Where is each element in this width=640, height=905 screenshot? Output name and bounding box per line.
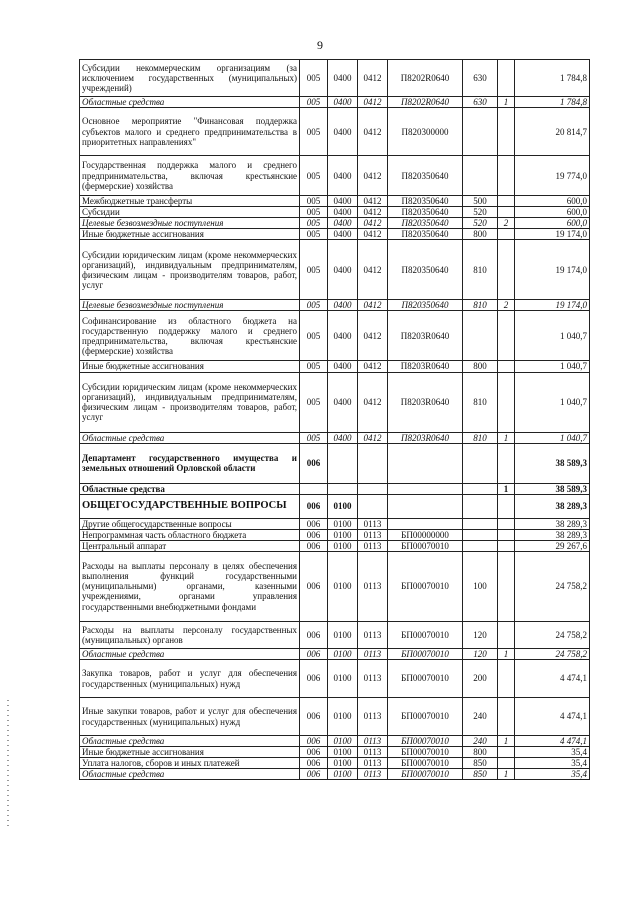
amount-cell: 24 758,2 (515, 551, 590, 621)
row-name-cell: Субсидии юридическим лицам (кроме некоммерческих организаций), индивидуальным предпринимателям, физическим лицам - производителям товаров, работ, услуг (80, 240, 300, 300)
expense-type-cell: 810 (463, 300, 498, 311)
ved-code-cell: 006 (300, 747, 328, 758)
amount-cell: 19 174,0 (515, 240, 590, 300)
target-article-cell: П8202R0640 (388, 97, 463, 108)
subsection-code-cell: 0412 (358, 218, 388, 229)
row-name-cell: ОБЩЕГОСУДАРСТВЕННЫЕ ВОПРОСЫ (80, 494, 300, 518)
ved-code-cell: 006 (300, 540, 328, 551)
amount-cell: 4 474,1 (515, 698, 590, 736)
expense-type-cell (463, 108, 498, 156)
section-code-cell: 0100 (328, 758, 358, 769)
funding-source-cell: 1 (498, 769, 515, 780)
funding-source-cell (498, 196, 515, 207)
expense-type-cell: 500 (463, 196, 498, 207)
subsection-code-cell: 0113 (358, 529, 388, 540)
target-article-cell: П820350640 (388, 207, 463, 218)
section-code-cell: 0100 (328, 736, 358, 747)
target-article-cell: П820350640 (388, 218, 463, 229)
subsection-code-cell: 0113 (358, 540, 388, 551)
ved-code-cell: 005 (300, 229, 328, 240)
amount-cell: 4 474,1 (515, 660, 590, 698)
subsection-code-cell: 0113 (358, 648, 388, 659)
table-row (80, 621, 590, 648)
expense-type-cell: 850 (463, 769, 498, 780)
amount-cell: 1 784,8 (515, 97, 590, 108)
section-code-cell: 0100 (328, 698, 358, 736)
amount-cell: 38 289,3 (515, 518, 590, 529)
ved-code-cell: 006 (300, 443, 328, 483)
row-name-cell: Основное мероприятие "Финансовая поддержка субъектов малого и среднего предпринимательства в приоритетных направлениях" (80, 108, 300, 156)
subsection-code-cell: 0412 (358, 240, 388, 300)
row-name-cell: Целевые безвозмездные поступления (80, 218, 300, 229)
funding-source-cell (498, 747, 515, 758)
expense-type-cell: 800 (463, 747, 498, 758)
target-article-cell: П820350640 (388, 229, 463, 240)
funding-source-cell: 1 (498, 483, 515, 494)
table-row (80, 240, 590, 300)
table-row (80, 300, 590, 311)
table-row (80, 758, 590, 769)
subsection-code-cell: 0412 (358, 300, 388, 311)
subsection-code-cell: 0412 (358, 60, 388, 97)
ved-code-cell: 006 (300, 529, 328, 540)
target-article-cell (388, 494, 463, 518)
subsection-code-cell: 0113 (358, 621, 388, 648)
subsection-code-cell: 0113 (358, 518, 388, 529)
row-name-cell: Субсидии юридическим лицам (кроме некоммерческих организаций), индивидуальным предпринимателям, физическим лицам - производителям товаров, работ, услуг (80, 372, 300, 432)
amount-cell: 1 040,7 (515, 311, 590, 361)
section-code-cell: 0100 (328, 769, 358, 780)
expense-type-cell (463, 518, 498, 529)
target-article-cell: БП00070010 (388, 648, 463, 659)
funding-source-cell (498, 443, 515, 483)
expense-type-cell: 800 (463, 361, 498, 372)
target-article-cell: П8203R0640 (388, 372, 463, 432)
table-row (80, 372, 590, 432)
amount-cell: 600,0 (515, 196, 590, 207)
section-code-cell: 0400 (328, 108, 358, 156)
section-code-cell: 0100 (328, 518, 358, 529)
subsection-code-cell: 0412 (358, 372, 388, 432)
expense-type-cell: 520 (463, 218, 498, 229)
row-name-cell: Межбюджетные трансферты (80, 196, 300, 207)
amount-cell: 35,4 (515, 758, 590, 769)
table-row (80, 769, 590, 780)
amount-cell: 1 040,7 (515, 372, 590, 432)
table-row (80, 218, 590, 229)
subsection-code-cell: 0412 (358, 311, 388, 361)
amount-cell: 19 174,0 (515, 229, 590, 240)
amount-cell: 20 814,7 (515, 108, 590, 156)
funding-source-cell (498, 229, 515, 240)
table-row (80, 736, 590, 747)
row-name-cell: Центральный аппарат (80, 540, 300, 551)
row-name-cell: Областные средства (80, 648, 300, 659)
section-code-cell: 0400 (328, 240, 358, 300)
amount-cell: 35,4 (515, 747, 590, 758)
funding-source-cell (498, 551, 515, 621)
funding-source-cell (498, 361, 515, 372)
target-article-cell: БП00070010 (388, 551, 463, 621)
ved-code-cell: 006 (300, 698, 328, 736)
amount-cell: 19 774,0 (515, 156, 590, 196)
target-article-cell: БП00070010 (388, 769, 463, 780)
subsection-code-cell: 0113 (358, 769, 388, 780)
ved-code-cell (300, 483, 328, 494)
row-name-cell: Закупка товаров, работ и услуг для обеспечения государственных (муниципальных) нужд (80, 660, 300, 698)
expense-type-cell: 240 (463, 736, 498, 747)
ved-code-cell: 005 (300, 156, 328, 196)
row-name-cell: Софинансирование из областного бюджета на государственную поддержку малого и среднего предпринимательства, включая крестьянские (фермерские) хозяйства (80, 311, 300, 361)
row-name-cell: Департамент государственного имущества и земельных отношений Орловской области (80, 443, 300, 483)
section-code-cell: 0100 (328, 529, 358, 540)
row-name-cell: Иные закупки товаров, работ и услуг для обеспечения государственных (муниципальных) нужд (80, 698, 300, 736)
amount-cell: 38 289,3 (515, 494, 590, 518)
table-row (80, 432, 590, 443)
expense-type-cell: 630 (463, 97, 498, 108)
target-article-cell: П8202R0640 (388, 60, 463, 97)
row-name-cell: Областные средства (80, 736, 300, 747)
ved-code-cell: 006 (300, 494, 328, 518)
ved-code-cell: 005 (300, 372, 328, 432)
subsection-code-cell: 0113 (358, 551, 388, 621)
subsection-code-cell: 0113 (358, 747, 388, 758)
subsection-code-cell: 0412 (358, 196, 388, 207)
budget-table (79, 59, 590, 780)
table-row (80, 229, 590, 240)
funding-source-cell (498, 540, 515, 551)
table-row (80, 747, 590, 758)
row-name-cell: Уплата налогов, сборов и иных платежей (80, 758, 300, 769)
expense-type-cell: 200 (463, 660, 498, 698)
ved-code-cell: 005 (300, 108, 328, 156)
table-row (80, 483, 590, 494)
ved-code-cell: 006 (300, 648, 328, 659)
expense-type-cell (463, 156, 498, 196)
table-row (80, 60, 590, 97)
amount-cell: 38 589,3 (515, 443, 590, 483)
target-article-cell: БП00070010 (388, 758, 463, 769)
subsection-code-cell: 0412 (358, 432, 388, 443)
ved-code-cell: 005 (300, 432, 328, 443)
section-code-cell: 0400 (328, 60, 358, 97)
row-name-cell: Областные средства (80, 432, 300, 443)
expense-type-cell: 520 (463, 207, 498, 218)
section-code-cell: 0100 (328, 648, 358, 659)
row-name-cell: Областные средства (80, 483, 300, 494)
funding-source-cell (498, 660, 515, 698)
expense-type-cell: 810 (463, 240, 498, 300)
expense-type-cell: 630 (463, 60, 498, 97)
section-code-cell (328, 483, 358, 494)
ved-code-cell: 005 (300, 97, 328, 108)
ved-code-cell: 006 (300, 621, 328, 648)
amount-cell: 19 174,0 (515, 300, 590, 311)
table-row (80, 540, 590, 551)
amount-cell: 29 267,6 (515, 540, 590, 551)
ved-code-cell: 005 (300, 361, 328, 372)
funding-source-cell (498, 494, 515, 518)
row-name-cell: Субсидии (80, 207, 300, 218)
table-row (80, 156, 590, 196)
target-article-cell: П820350640 (388, 196, 463, 207)
expense-type-cell: 810 (463, 372, 498, 432)
section-code-cell: 0400 (328, 218, 358, 229)
table-row (80, 529, 590, 540)
target-article-cell: БП00070010 (388, 736, 463, 747)
subsection-code-cell (358, 494, 388, 518)
target-article-cell: БП00070010 (388, 621, 463, 648)
funding-source-cell (498, 207, 515, 218)
table-row (80, 207, 590, 218)
amount-cell: 1 040,7 (515, 361, 590, 372)
expense-type-cell (463, 443, 498, 483)
ved-code-cell: 005 (300, 60, 328, 97)
amount-cell: 1 784,8 (515, 60, 590, 97)
target-article-cell (388, 443, 463, 483)
target-article-cell: БП00070010 (388, 660, 463, 698)
table-row (80, 443, 590, 483)
ved-code-cell: 005 (300, 311, 328, 361)
expense-type-cell (463, 540, 498, 551)
subsection-code-cell (358, 443, 388, 483)
section-code-cell: 0400 (328, 300, 358, 311)
subsection-code-cell (358, 483, 388, 494)
section-code-cell: 0400 (328, 372, 358, 432)
amount-cell: 38 289,3 (515, 529, 590, 540)
section-code-cell: 0400 (328, 156, 358, 196)
expense-type-cell (463, 483, 498, 494)
ved-code-cell: 005 (300, 196, 328, 207)
target-article-cell: БП00070010 (388, 747, 463, 758)
funding-source-cell: 1 (498, 648, 515, 659)
ved-code-cell: 005 (300, 218, 328, 229)
funding-source-cell (498, 518, 515, 529)
section-code-cell: 0100 (328, 621, 358, 648)
table-row (80, 97, 590, 108)
expense-type-cell (463, 311, 498, 361)
row-name-cell: Государственная поддержка малого и среднего предпринимательства, включая крестьянские (фермерские) хозяйства (80, 156, 300, 196)
funding-source-cell: 1 (498, 97, 515, 108)
table-row (80, 108, 590, 156)
section-code-cell: 0400 (328, 311, 358, 361)
subsection-code-cell: 0113 (358, 758, 388, 769)
subsection-code-cell: 0113 (358, 698, 388, 736)
amount-cell: 35,4 (515, 769, 590, 780)
expense-type-cell: 810 (463, 432, 498, 443)
section-code-cell: 0100 (328, 747, 358, 758)
row-name-cell: Субсидии некоммерческим организациям (за исключением государственных (муниципальных) учреждений) (80, 60, 300, 97)
table-row (80, 196, 590, 207)
expense-type-cell: 850 (463, 758, 498, 769)
expense-type-cell: 120 (463, 648, 498, 659)
expense-type-cell: 120 (463, 621, 498, 648)
funding-source-cell: 1 (498, 432, 515, 443)
funding-source-cell (498, 240, 515, 300)
target-article-cell: П8203R0640 (388, 361, 463, 372)
row-name-cell: Целевые безвозмездные поступления (80, 300, 300, 311)
funding-source-cell (498, 621, 515, 648)
amount-cell: 24 758,2 (515, 648, 590, 659)
target-article-cell: П820350640 (388, 300, 463, 311)
target-article-cell: П8203R0640 (388, 311, 463, 361)
funding-source-cell (498, 108, 515, 156)
table-row (80, 648, 590, 659)
target-article-cell: П820300000 (388, 108, 463, 156)
margin-scan-marks (7, 700, 9, 830)
table-row (80, 361, 590, 372)
row-name-cell: Другие общегосударственные вопросы (80, 518, 300, 529)
table-row (80, 518, 590, 529)
amount-cell: 600,0 (515, 207, 590, 218)
ved-code-cell: 006 (300, 551, 328, 621)
funding-source-cell (498, 758, 515, 769)
funding-source-cell: 2 (498, 300, 515, 311)
amount-cell: 24 758,2 (515, 621, 590, 648)
ved-code-cell: 005 (300, 240, 328, 300)
section-code-cell (328, 443, 358, 483)
section-code-cell: 0400 (328, 229, 358, 240)
expense-type-cell: 240 (463, 698, 498, 736)
row-name-cell: Расходы на выплаты персоналу в целях обеспечения выполнения функций государственными (муниципальными) органами, казенными учреждениями, органами управления государственными внебюджетными фондами (80, 551, 300, 621)
expense-type-cell: 800 (463, 229, 498, 240)
section-code-cell: 0400 (328, 361, 358, 372)
funding-source-cell (498, 372, 515, 432)
row-name-cell: Иные бюджетные ассигнования (80, 747, 300, 758)
amount-cell: 600,0 (515, 218, 590, 229)
table-row (80, 698, 590, 736)
amount-cell: 1 040,7 (515, 432, 590, 443)
funding-source-cell (498, 156, 515, 196)
section-code-cell: 0100 (328, 660, 358, 698)
expense-type-cell (463, 529, 498, 540)
table-row (80, 494, 590, 518)
amount-cell: 4 474,1 (515, 736, 590, 747)
subsection-code-cell: 0412 (358, 229, 388, 240)
funding-source-cell (498, 698, 515, 736)
amount-cell: 38 589,3 (515, 483, 590, 494)
subsection-code-cell: 0412 (358, 108, 388, 156)
row-name-cell: Иные бюджетные ассигнования (80, 361, 300, 372)
expense-type-cell: 100 (463, 551, 498, 621)
target-article-cell: БП00070010 (388, 698, 463, 736)
target-article-cell: БП00000000 (388, 529, 463, 540)
row-name-cell: Непрограммная часть областного бюджета (80, 529, 300, 540)
target-article-cell (388, 483, 463, 494)
row-name-cell: Областные средства (80, 97, 300, 108)
section-code-cell: 0100 (328, 540, 358, 551)
subsection-code-cell: 0113 (358, 736, 388, 747)
subsection-code-cell: 0113 (358, 660, 388, 698)
ved-code-cell: 006 (300, 518, 328, 529)
section-code-cell: 0100 (328, 551, 358, 621)
funding-source-cell: 2 (498, 218, 515, 229)
ved-code-cell: 006 (300, 660, 328, 698)
ved-code-cell: 006 (300, 736, 328, 747)
target-article-cell (388, 518, 463, 529)
table-row (80, 660, 590, 698)
funding-source-cell (498, 529, 515, 540)
funding-source-cell: 1 (498, 736, 515, 747)
subsection-code-cell: 0412 (358, 97, 388, 108)
subsection-code-cell: 0412 (358, 207, 388, 218)
ved-code-cell: 006 (300, 769, 328, 780)
section-code-cell: 0100 (328, 494, 358, 518)
funding-source-cell (498, 311, 515, 361)
section-code-cell: 0400 (328, 207, 358, 218)
ved-code-cell: 005 (300, 207, 328, 218)
ved-code-cell: 006 (300, 758, 328, 769)
table-row (80, 551, 590, 621)
expense-type-cell (463, 494, 498, 518)
section-code-cell: 0400 (328, 196, 358, 207)
budget-table-body (80, 60, 590, 780)
table-row (80, 311, 590, 361)
section-code-cell: 0400 (328, 97, 358, 108)
row-name-cell: Иные бюджетные ассигнования (80, 229, 300, 240)
funding-source-cell (498, 60, 515, 97)
subsection-code-cell: 0412 (358, 361, 388, 372)
row-name-cell: Областные средства (80, 769, 300, 780)
target-article-cell: П820350640 (388, 156, 463, 196)
target-article-cell: П820350640 (388, 240, 463, 300)
section-code-cell: 0400 (328, 432, 358, 443)
page-number: 9 (317, 38, 323, 52)
row-name-cell: Расходы на выплаты персоналу государственных (муниципальных) органов (80, 621, 300, 648)
target-article-cell: П8203R0640 (388, 432, 463, 443)
ved-code-cell: 005 (300, 300, 328, 311)
subsection-code-cell: 0412 (358, 156, 388, 196)
target-article-cell: БП00070010 (388, 540, 463, 551)
